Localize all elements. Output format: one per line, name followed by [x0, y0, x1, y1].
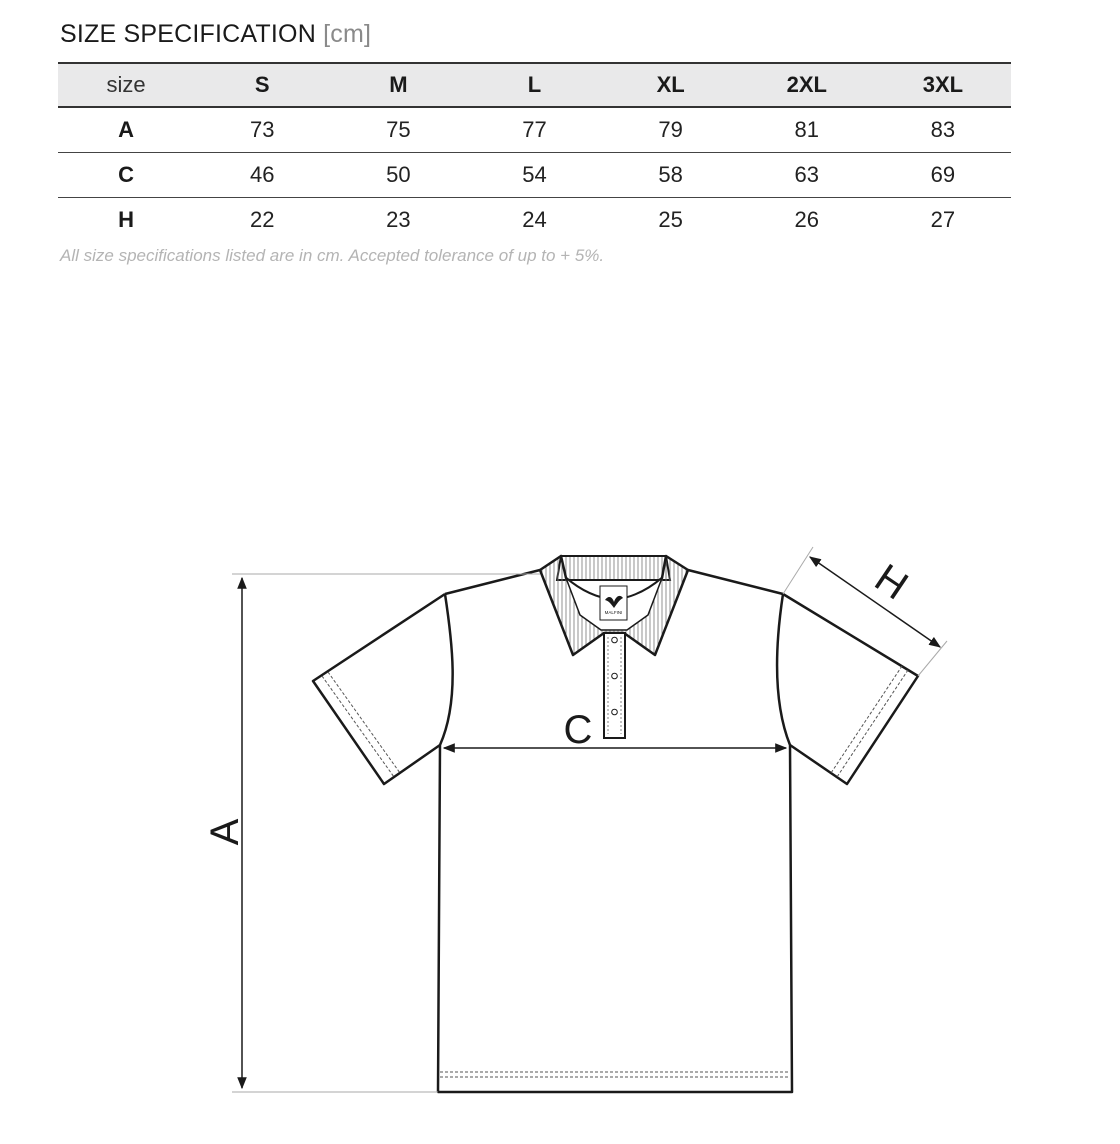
table-cell: 63 — [794, 161, 820, 187]
dimension-a-label: A — [203, 818, 247, 846]
dimension-h-arrow — [810, 557, 940, 647]
table-cell: 69 — [930, 161, 956, 187]
table-cell: 50 — [386, 161, 411, 187]
size-col-2xl: 2XL — [786, 72, 827, 97]
size-col-xl: XL — [656, 72, 685, 97]
right-sleeve — [783, 594, 918, 784]
table-cell: 26 — [794, 206, 820, 232]
row-label-h: H — [118, 206, 135, 232]
table-cell: 22 — [249, 206, 275, 232]
hem-stitching — [440, 1072, 790, 1077]
table-cell: 24 — [522, 206, 547, 232]
table-cell: 81 — [794, 116, 820, 142]
row-label-a: A — [118, 116, 135, 142]
tolerance-note: All size specifications listed are in cm. Accepted tolerance of up to + 5%. — [60, 246, 605, 265]
table-cell: 73 — [249, 116, 275, 142]
table-cell: 46 — [249, 161, 275, 187]
title-unit: [cm] — [323, 20, 372, 48]
size-col-l: L — [527, 72, 542, 97]
dimension-h — [783, 547, 947, 676]
table-cell: 75 — [386, 116, 411, 142]
table-cell: 54 — [522, 161, 547, 187]
size-col-3xl: 3XL — [922, 72, 964, 97]
dimension-c-label: C — [563, 708, 593, 752]
dimension-a — [203, 574, 540, 1092]
size-col-s: S — [254, 72, 270, 97]
table-cell: 23 — [386, 206, 411, 232]
brand-label — [600, 586, 627, 620]
table-cell: 77 — [522, 116, 547, 142]
brand-tag-text: MALFINI — [604, 610, 623, 615]
table-cell: 27 — [930, 206, 956, 232]
size-col-m: M — [389, 72, 408, 97]
dimension-h-label: H — [866, 555, 916, 609]
table-cell: 83 — [930, 116, 956, 142]
table-cell: 79 — [658, 116, 683, 142]
title-text: SIZE SPECIFICATION — [60, 20, 316, 48]
size-corner-label: size — [106, 72, 146, 97]
row-label-c: C — [118, 161, 135, 187]
table-cell: 25 — [658, 206, 683, 232]
placket — [604, 633, 625, 738]
table-cell: 58 — [658, 161, 683, 187]
